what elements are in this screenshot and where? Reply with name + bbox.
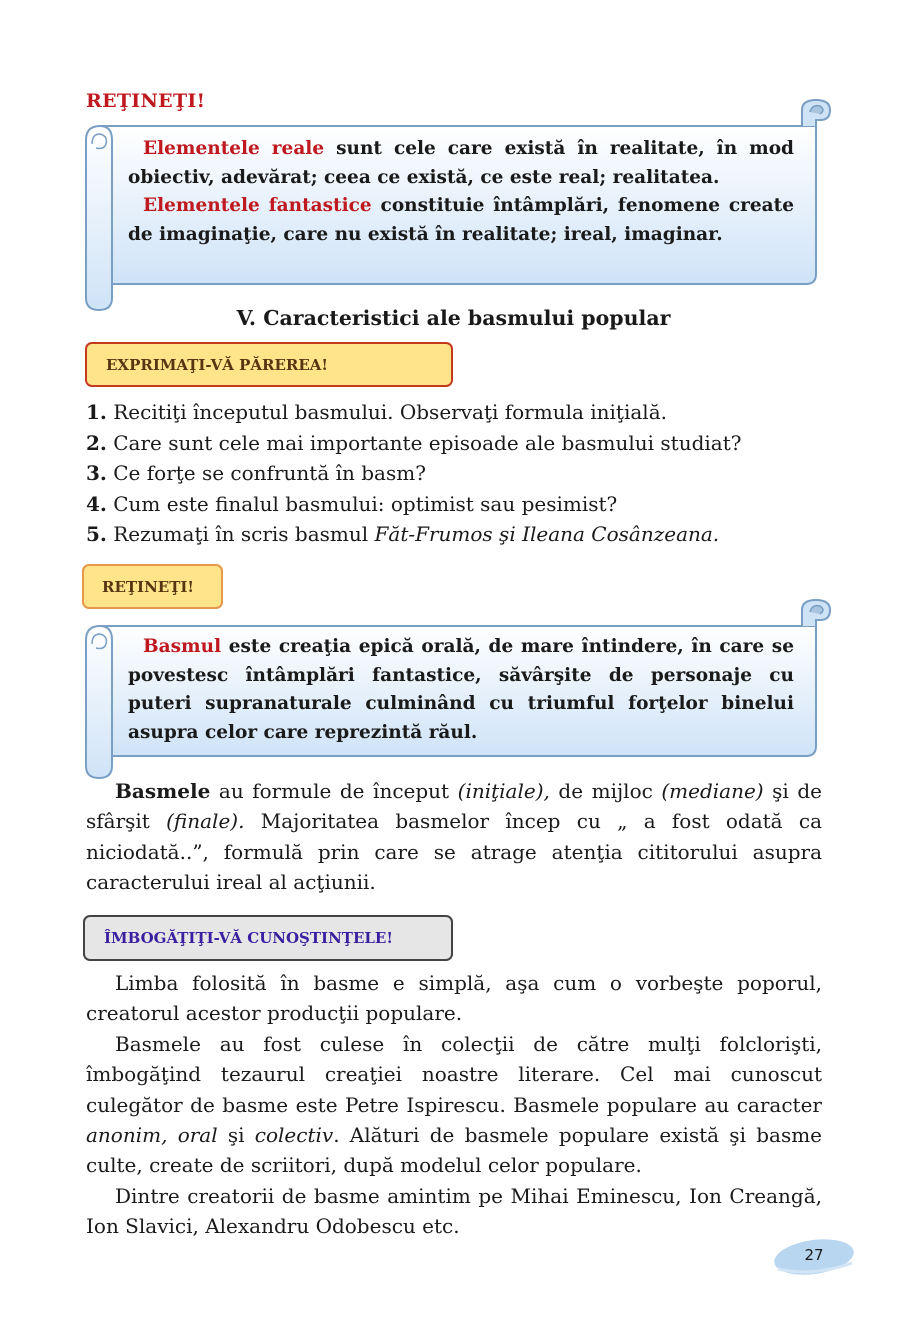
term-basmele: Basmele: [115, 779, 211, 803]
question-item: [86, 428, 826, 459]
page-number-badge: [772, 1237, 856, 1281]
question-number: 2.: [86, 430, 107, 455]
paragraph-basmele-formule: [86, 776, 822, 898]
tag-exprimati-va-parerea: [85, 342, 453, 387]
text: Basmele au fost culese în colecţii de către mulţi folclorişti, îmbogăţind tezaurul creaţiei noastre literare. Cel mai cunoscut culegător de basme este Petre Ispirescu. Basmele populare au caracter: [86, 1031, 822, 1117]
text: şi de sfârşit: [86, 779, 822, 834]
question-number: 4.: [86, 491, 107, 516]
italic-text: (mediane): [661, 779, 764, 803]
section-title: V. Caracteristici ale basmului popular: [236, 306, 671, 330]
tag-imbogatiti-va-cunostintele: [83, 915, 453, 961]
definition-text: sunt cele care există în realitate, în mod obiectiv, adevărat; ceea ce există, ce este real; realitatea.: [128, 138, 794, 188]
text: Majoritatea basmelor încep cu „ a fost odată ca niciodată..”, formulă prin care se atrage atenţia cititorului asupra caracterului ireal al acţiunii.: [86, 809, 822, 895]
tag-label: EXPRIMAŢI-VĂ PĂREREA!: [106, 355, 329, 374]
definition-text: constituie întâmplări, fenomene create de imaginaţie, care nu există în realitate; ireal, imaginar.: [128, 195, 794, 245]
text: au formule de început: [210, 779, 458, 803]
text: de mijloc: [549, 779, 662, 803]
scroll-text-retineti-2: [128, 633, 794, 747]
question-text: Cum este finalul basmului: optimist sau pesimist?: [106, 491, 618, 516]
question-italic-title: Făt-Frumos şi Ileana Cosânzeana.: [374, 522, 720, 546]
question-list: [86, 397, 826, 550]
scroll-box-retineti-2: [82, 598, 834, 780]
definition-fantastic-elements: [128, 192, 794, 249]
question-text: Rezumaţi în scris basmul: [106, 522, 375, 546]
question-item: [86, 519, 826, 550]
question-item: [86, 397, 826, 428]
question-number: 1.: [86, 400, 107, 424]
question-text: Ce forţe se confruntă în basm?: [106, 461, 426, 485]
italic-text: anonim, oral: [86, 1123, 218, 1148]
paragraph-block-bottom: [86, 968, 822, 1242]
scroll-text-retineti-1: [128, 135, 794, 249]
italic-text: (finale).: [166, 809, 245, 834]
tag-label: ÎMBOGĂŢIŢI-VĂ CUNOŞTINŢELE!: [104, 929, 393, 947]
question-number: 3.: [86, 461, 107, 485]
paragraph-culese: [86, 1029, 822, 1181]
italic-text: colectiv: [254, 1123, 334, 1148]
text: . Alături de basmele populare există şi basme culte, create de scriitori, după modelul celor populare.: [86, 1123, 823, 1178]
term-basmul: Basmul: [143, 636, 222, 657]
paragraph-dintre: Dintre creatorii de basme amintim pe Mihai Eminescu, Ion Creangă, Ion Slavici, Alexandru Odobescu etc.: [86, 1183, 822, 1239]
paragraph-limba: Limba folosită în basme e simplă, aşa cum o vorbeşte poporul, creatorul acestor producţii populare.: [86, 971, 822, 1026]
question-number: 5.: [86, 522, 107, 546]
retineti-heading: REŢINEŢI!: [86, 90, 206, 112]
question-item: [86, 489, 826, 520]
definition-text: este creaţia epică orală, de mare întindere, în care se povestesc întâmplări fantastice, săvârşite de personaje cu puteri supranaturale culminând cu triumful forţelor binelui asupra celor care reprezintă răul.: [128, 636, 794, 743]
question-text: Recitiţi începutul basmului. Observaţi formula iniţială.: [106, 400, 667, 424]
term-elementele-reale: Elementele reale: [143, 138, 325, 159]
question-item: [86, 458, 826, 489]
definition-real-elements: [128, 135, 794, 192]
question-text: Care sunt cele mai importante episoade ale basmului studiat?: [106, 430, 742, 455]
definition-basmul: [128, 633, 794, 747]
text: şi: [217, 1123, 255, 1148]
italic-text: (iniţiale),: [457, 779, 550, 803]
term-elementele-fantastice: Elementele fantastice: [143, 195, 372, 216]
tag-label: REŢINEŢI!: [102, 577, 194, 596]
scroll-box-retineti-1: [82, 98, 834, 312]
page-number: 27: [804, 1246, 824, 1264]
